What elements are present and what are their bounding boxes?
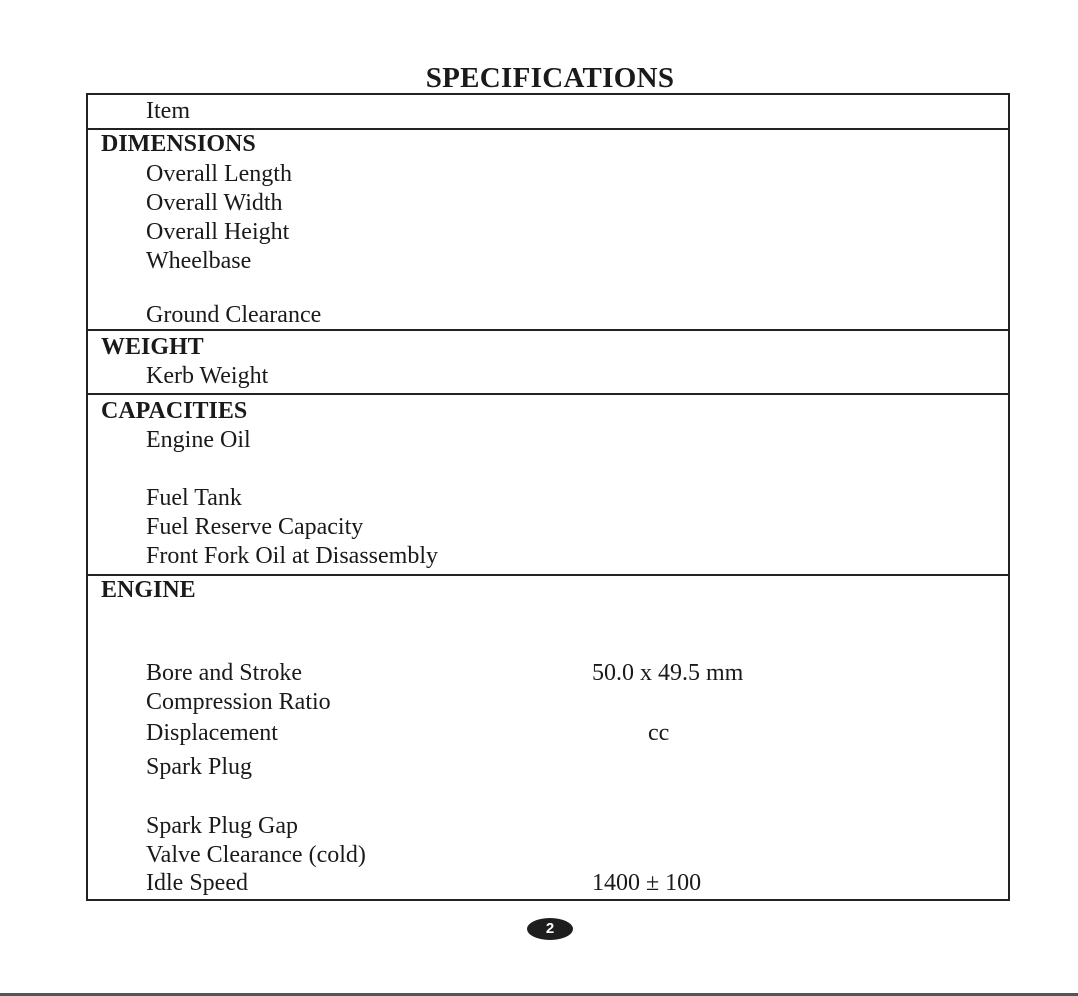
weight-section xyxy=(88,331,1008,395)
spec-item-value: 1400 ± 100 xyxy=(592,870,702,896)
spec-item-label: Bore and Stroke xyxy=(146,660,302,686)
spec-item-label: Ground Clearance xyxy=(146,302,322,328)
capacities-section xyxy=(88,395,1008,576)
spec-item-label: Compression Ratio xyxy=(146,689,331,715)
section-heading: WEIGHT xyxy=(101,334,204,360)
item-column-header: Item xyxy=(146,98,190,124)
spec-item-label: Idle Speed xyxy=(146,870,248,896)
spec-item-label: Spark Plug Gap xyxy=(146,813,298,839)
spec-item-label: Overall Length xyxy=(146,161,292,187)
specifications-table xyxy=(86,93,1010,901)
spec-item-label: Overall Height xyxy=(146,219,290,245)
spec-item-label: Front Fork Oil at Disassembly xyxy=(146,543,438,569)
section-heading: CAPACITIES xyxy=(101,398,248,424)
page-number-badge: 2 xyxy=(527,918,573,940)
spec-item-label: Fuel Reserve Capacity xyxy=(146,514,364,540)
spec-item-value: cc xyxy=(648,720,670,746)
spec-item-label: Displacement xyxy=(146,720,278,746)
spec-item-label: Kerb Weight xyxy=(146,363,269,389)
engine-section xyxy=(88,576,1008,899)
spec-item-label: Overall Width xyxy=(146,190,283,216)
spec-item-label: Spark Plug xyxy=(146,754,253,780)
section-heading: DIMENSIONS xyxy=(101,131,256,157)
section-heading: ENGINE xyxy=(101,577,196,603)
table-header-row xyxy=(88,95,1008,130)
spec-item-value: 50.0 x 49.5 mm xyxy=(592,660,744,686)
spec-item-label: Wheelbase xyxy=(146,248,252,274)
spec-item-label: Valve Clearance (cold) xyxy=(146,842,366,868)
page-title: SPECIFICATIONS xyxy=(425,62,675,94)
spec-item-label: Engine Oil xyxy=(146,427,251,453)
spec-item-label: Fuel Tank xyxy=(146,485,242,511)
dimensions-section xyxy=(88,130,1008,331)
